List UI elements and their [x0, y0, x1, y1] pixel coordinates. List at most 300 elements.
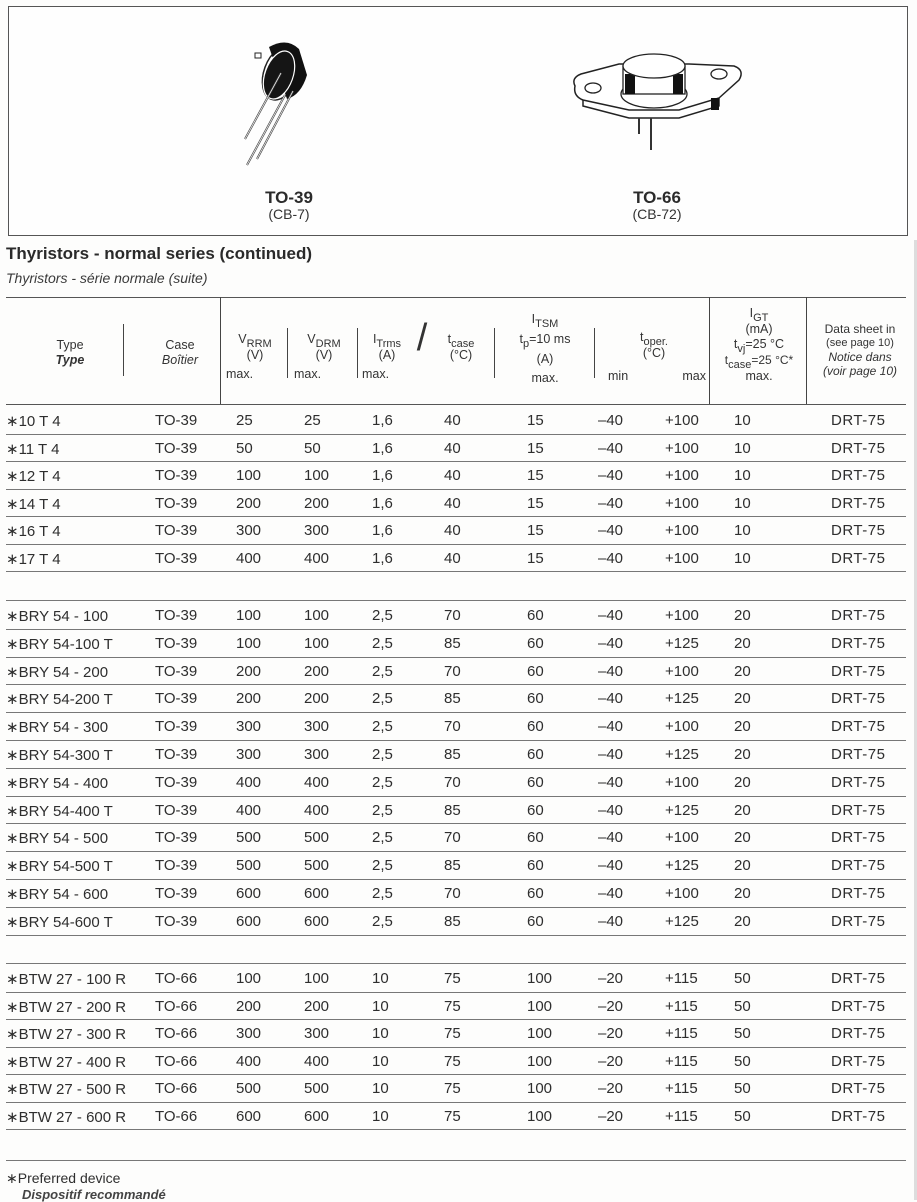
cell-case: TO-39 — [155, 690, 198, 708]
table-row — [0, 517, 917, 544]
cell-tmin: –40 — [598, 494, 624, 512]
cell-datasheet: DRT-75 — [831, 857, 886, 875]
cell-itrms: 1,6 — [372, 494, 393, 512]
cell-itrms: 2,5 — [372, 690, 393, 708]
cell-vrrm: 600 — [236, 1107, 262, 1125]
cell-tmax: +125 — [665, 801, 699, 819]
cell-vrrm: 300 — [236, 718, 262, 736]
cell-tmin: –40 — [598, 746, 624, 763]
cell-itsm: 60 — [527, 912, 544, 930]
unit: (A) — [536, 352, 554, 366]
cell-itsm: 15 — [527, 467, 544, 484]
header-tcase — [436, 332, 486, 363]
cell-case: TO-39 — [155, 522, 198, 539]
cell-tmin: –40 — [598, 439, 624, 457]
cell-vrrm: 100 — [236, 634, 262, 652]
cell-vdrm: 600 — [304, 912, 330, 930]
cell-type: ∗BRY 54 - 600 — [6, 886, 109, 903]
header-itsm — [500, 312, 590, 386]
cell-tmax: +125 — [665, 634, 699, 652]
cell-itrms: 2,5 — [372, 801, 393, 819]
cell-case: TO-39 — [155, 773, 198, 791]
cell-vrrm: 300 — [236, 746, 262, 763]
table-row — [0, 545, 917, 572]
cell-igt: 20 — [734, 746, 751, 763]
cell-vdrm: 300 — [304, 1025, 330, 1042]
datasheet-line: (see page 10) — [826, 337, 894, 349]
cell-tmin: –40 — [598, 412, 624, 429]
cell-vdrm: 50 — [304, 439, 321, 457]
group-top-rule — [6, 963, 906, 964]
header-case-fr: Boîtier — [161, 353, 199, 367]
subscript: Trms — [376, 338, 402, 350]
cell-igt: 10 — [734, 522, 751, 539]
cell-vdrm: 300 — [304, 746, 330, 763]
cell-tmax: +100 — [665, 439, 699, 457]
table-row — [0, 1048, 917, 1075]
cell-vrrm: 100 — [236, 607, 262, 624]
cond-subscript: vj — [737, 343, 746, 355]
cell-datasheet: DRT-75 — [831, 494, 886, 512]
cell-igt: 20 — [734, 801, 751, 819]
cell-type: ∗BRY 54-600 T — [6, 913, 113, 931]
footnote-en: ∗Preferred device — [6, 1170, 121, 1186]
cell-tmax: +100 — [665, 494, 699, 512]
cond-subscript: p — [523, 338, 530, 350]
cell-tmin: –20 — [598, 1052, 624, 1070]
cell-case: TO-66 — [155, 1107, 198, 1125]
cell-igt: 10 — [734, 412, 751, 429]
section-title: Thyristors - normal series (continued) — [6, 244, 313, 263]
cell-tcase: 85 — [444, 801, 461, 819]
cell-vrrm: 200 — [236, 662, 262, 680]
cell-igt: 20 — [734, 773, 751, 791]
cell-vrrm: 400 — [236, 549, 262, 567]
cell-vrrm: 25 — [236, 412, 253, 429]
cell-vdrm: 400 — [304, 549, 330, 567]
cell-vdrm: 100 — [304, 970, 330, 987]
cell-itrms: 2,5 — [372, 634, 393, 652]
table-row — [0, 435, 917, 462]
cell-vdrm: 100 — [304, 607, 330, 624]
cell-itsm: 15 — [527, 412, 544, 429]
cell-tcase: 70 — [444, 773, 461, 791]
cell-itsm: 60 — [527, 690, 544, 708]
cell-vdrm: 300 — [304, 522, 330, 539]
cell-datasheet: DRT-75 — [831, 997, 886, 1015]
cell-igt: 20 — [734, 912, 751, 930]
unit: (°C) — [642, 346, 666, 360]
cell-itsm: 60 — [527, 607, 544, 624]
cell-tmax: +100 — [665, 773, 699, 791]
max-label: max — [682, 369, 706, 383]
cell-tmax: +115 — [665, 997, 698, 1015]
cell-igt: 20 — [734, 634, 751, 652]
cell-vdrm: 400 — [304, 1052, 330, 1070]
cell-igt: 10 — [734, 549, 751, 567]
cell-tmax: +125 — [665, 690, 699, 708]
cell-tmin: –40 — [598, 690, 624, 708]
cell-itsm: 60 — [527, 857, 544, 875]
cell-tmax: +115 — [665, 1107, 698, 1125]
table-row — [0, 602, 917, 629]
row-rule — [6, 935, 906, 936]
subscript: oper. — [643, 336, 668, 348]
cell-tcase: 40 — [444, 467, 461, 484]
cell-tmin: –20 — [598, 1107, 624, 1125]
symbol: t — [640, 330, 644, 344]
cell-vrrm: 200 — [236, 997, 262, 1015]
cell-tcase: 70 — [444, 662, 461, 680]
cell-tcase: 40 — [444, 522, 461, 539]
cell-vrrm: 600 — [236, 912, 262, 930]
cell-itrms: 10 — [372, 1107, 389, 1125]
cell-case: TO-39 — [155, 634, 198, 652]
cell-tcase: 40 — [444, 549, 461, 567]
table-row — [0, 1103, 917, 1130]
to66-package-drawing — [569, 52, 744, 152]
header-case — [145, 338, 215, 368]
cell-vdrm: 200 — [304, 690, 330, 708]
cell-tmax: +115 — [665, 1025, 698, 1042]
cell-type: ∗16 T 4 — [6, 523, 61, 540]
cell-case: TO-39 — [155, 412, 198, 429]
cell-tmin: –20 — [598, 970, 624, 987]
cell-tcase: 75 — [444, 970, 461, 987]
cell-igt: 10 — [734, 494, 751, 512]
cell-type: ∗14 T 4 — [6, 495, 61, 513]
subscript: DRM — [315, 338, 341, 350]
cell-datasheet: DRT-75 — [831, 829, 886, 847]
cell-type: ∗BTW 27 - 500 R — [6, 1081, 127, 1098]
cell-itrms: 1,6 — [372, 522, 393, 539]
cell-itsm: 100 — [527, 970, 553, 987]
cell-vdrm: 500 — [304, 857, 330, 875]
cell-igt: 20 — [734, 662, 751, 680]
header-divider — [123, 324, 124, 376]
cell-igt: 50 — [734, 997, 751, 1015]
cell-itsm: 15 — [527, 549, 544, 567]
cell-tcase: 40 — [444, 412, 461, 429]
footnote-fr: Dispositif recommandé — [22, 1187, 166, 1202]
cell-datasheet: DRT-75 — [831, 801, 886, 819]
table-row — [0, 713, 917, 740]
cell-datasheet: DRT-75 — [831, 412, 886, 429]
cell-tcase: 75 — [444, 1052, 461, 1070]
header-toper — [604, 330, 704, 385]
cell-itrms: 2,5 — [372, 607, 393, 624]
unit: (A) — [378, 348, 396, 362]
header-slash: / — [416, 317, 428, 359]
cell-tmax: +125 — [665, 746, 699, 763]
cell-tmin: –40 — [598, 607, 624, 624]
symbol: I — [531, 312, 536, 326]
cell-type: ∗12 T 4 — [6, 468, 61, 485]
cell-itrms: 2,5 — [372, 912, 393, 930]
note: max. — [294, 367, 322, 381]
cell-tmax: +125 — [665, 912, 699, 930]
cell-tcase: 40 — [444, 439, 461, 457]
cell-vdrm: 200 — [304, 997, 330, 1015]
package-name: TO-39 — [265, 188, 313, 207]
header-divider — [709, 297, 710, 404]
cell-tcase: 75 — [444, 1107, 461, 1125]
cell-type: ∗BRY 54 - 400 — [6, 774, 109, 792]
cell-vrrm: 300 — [236, 522, 262, 539]
cell-vrrm: 600 — [236, 885, 262, 902]
cell-datasheet: DRT-75 — [831, 607, 886, 624]
cell-tmin: –40 — [598, 634, 624, 652]
header-type — [40, 338, 100, 368]
cell-igt: 50 — [734, 1080, 751, 1097]
table-row — [0, 658, 917, 685]
cell-type: ∗BRY 54-500 T — [6, 858, 113, 876]
cell-tmin: –40 — [598, 467, 624, 484]
table-row — [0, 1020, 917, 1047]
unit: (V) — [246, 348, 264, 362]
cell-datasheet: DRT-75 — [831, 1080, 886, 1097]
symbol: t — [447, 332, 452, 346]
cell-tcase: 70 — [444, 885, 461, 902]
cell-case: TO-66 — [155, 997, 198, 1015]
cell-tmax: +100 — [665, 607, 699, 624]
row-rule — [6, 571, 906, 572]
cell-itsm: 60 — [527, 746, 544, 763]
cell-itsm: 100 — [527, 1025, 553, 1042]
cell-case: TO-39 — [155, 857, 198, 875]
table-row — [0, 824, 917, 851]
header-itrms — [362, 332, 412, 382]
cell-itrms: 2,5 — [372, 662, 393, 680]
cell-tmin: –40 — [598, 912, 624, 930]
header-divider — [594, 328, 595, 378]
cell-itsm: 60 — [527, 718, 544, 736]
cell-igt: 50 — [734, 1025, 751, 1042]
cell-itrms: 1,6 — [372, 439, 393, 457]
cell-datasheet: DRT-75 — [831, 970, 886, 987]
cell-tmin: –40 — [598, 549, 624, 567]
cell-itsm: 60 — [527, 885, 544, 902]
cell-tcase: 70 — [444, 829, 461, 847]
footnote-rule — [6, 1160, 906, 1161]
cell-case: TO-39 — [155, 662, 198, 680]
cell-itsm: 100 — [527, 1107, 553, 1125]
cond-value: =25 °C* — [751, 353, 794, 367]
cell-case: TO-39 — [155, 746, 198, 763]
cell-tcase: 70 — [444, 718, 461, 736]
cell-type: ∗10 T 4 — [6, 413, 61, 430]
cell-tcase: 85 — [444, 634, 461, 652]
cell-type: ∗BTW 27 - 600 R — [6, 1108, 127, 1126]
cell-vdrm: 300 — [304, 718, 330, 736]
cell-tmin: –40 — [598, 773, 624, 791]
cell-datasheet: DRT-75 — [831, 549, 886, 567]
cell-case: TO-66 — [155, 1080, 198, 1097]
cell-type: ∗BRY 54-300 T — [6, 747, 113, 764]
note: max. — [531, 371, 559, 385]
cell-igt: 20 — [734, 690, 751, 708]
cell-igt: 50 — [734, 970, 751, 987]
subscript: GT — [753, 312, 769, 324]
cell-vdrm: 400 — [304, 773, 330, 791]
unit: (V) — [315, 348, 333, 362]
cell-tcase: 85 — [444, 690, 461, 708]
cell-datasheet: DRT-75 — [831, 718, 886, 736]
note: max. — [745, 369, 773, 383]
cell-igt: 20 — [734, 857, 751, 875]
cell-tmax: +100 — [665, 662, 699, 680]
cell-igt: 10 — [734, 467, 751, 484]
table-row — [0, 880, 917, 907]
table-row — [0, 462, 917, 489]
cell-datasheet: DRT-75 — [831, 439, 886, 457]
cell-vrrm: 500 — [236, 829, 262, 847]
datasheet-line: Data sheet in — [824, 322, 896, 336]
cell-itrms: 1,6 — [372, 467, 393, 484]
cell-case: TO-39 — [155, 467, 198, 484]
cell-itsm: 100 — [527, 997, 553, 1015]
cell-itrms: 10 — [372, 997, 389, 1015]
datasheet-line: Notice dans — [828, 350, 892, 364]
header-divider — [357, 328, 358, 378]
package-label-to39 — [239, 189, 339, 222]
cell-tmax: +100 — [665, 467, 699, 484]
cell-datasheet: DRT-75 — [831, 1052, 886, 1070]
cell-tcase: 75 — [444, 1080, 461, 1097]
cell-type: ∗17 T 4 — [6, 550, 61, 568]
cell-tmax: +125 — [665, 857, 699, 875]
cell-tmax: +115 — [665, 1052, 698, 1070]
cell-tmin: –40 — [598, 829, 624, 847]
table-row — [0, 993, 917, 1020]
cell-datasheet: DRT-75 — [831, 467, 886, 484]
header-divider — [287, 328, 288, 378]
subscript: case — [451, 338, 475, 350]
cell-type: ∗BRY 54-100 T — [6, 635, 113, 653]
note: max. — [226, 367, 254, 381]
cell-case: TO-39 — [155, 494, 198, 512]
cell-itsm: 15 — [527, 494, 544, 512]
cell-vdrm: 500 — [304, 1080, 330, 1097]
cell-vdrm: 200 — [304, 494, 330, 512]
cell-itrms: 2,5 — [372, 885, 393, 902]
cell-tmax: +100 — [665, 522, 699, 539]
header-divider — [220, 297, 221, 404]
header-vrrm — [226, 332, 284, 382]
cell-tcase: 40 — [444, 494, 461, 512]
subscript: TSM — [535, 318, 559, 330]
cond-symbol: t — [519, 332, 523, 346]
cell-type: ∗BRY 54-200 T — [6, 691, 113, 709]
cell-igt: 10 — [734, 439, 751, 457]
cond-subscript: case — [728, 359, 752, 371]
min-label: min — [608, 369, 629, 383]
cell-igt: 20 — [734, 607, 751, 624]
cell-igt: 20 — [734, 885, 751, 902]
table-header-bottom-rule — [6, 404, 906, 405]
unit: (mA) — [745, 322, 773, 336]
cell-tmax: +100 — [665, 885, 699, 902]
header-divider — [494, 328, 495, 378]
cell-case: TO-66 — [155, 1025, 198, 1042]
cell-case: TO-39 — [155, 549, 198, 567]
table-row — [0, 407, 917, 434]
cell-itsm: 100 — [527, 1080, 553, 1097]
symbol: V — [238, 332, 247, 346]
table-row — [0, 490, 917, 517]
cell-vrrm: 50 — [236, 439, 253, 457]
cell-datasheet: DRT-75 — [831, 912, 886, 930]
cell-case: TO-39 — [155, 801, 198, 819]
cell-itsm: 100 — [527, 1052, 553, 1070]
cell-itsm: 60 — [527, 801, 544, 819]
cell-datasheet: DRT-75 — [831, 885, 886, 902]
header-vdrm — [294, 332, 354, 382]
cell-tmax: +100 — [665, 549, 699, 567]
row-rule — [6, 1129, 906, 1130]
subscript: RRM — [246, 338, 272, 350]
cell-type: ∗BTW 27 - 300 R — [6, 1026, 127, 1043]
cell-igt: 50 — [734, 1052, 751, 1070]
cell-vdrm: 200 — [304, 662, 330, 680]
table-top-rule — [6, 297, 906, 298]
table-row — [0, 630, 917, 657]
to39-package-drawing — [229, 35, 319, 175]
cell-tmax: +115 — [665, 1080, 698, 1097]
group-top-rule — [6, 600, 906, 601]
cell-vrrm: 500 — [236, 1080, 262, 1097]
cell-vdrm: 600 — [304, 1107, 330, 1125]
table-row — [0, 797, 917, 824]
section-subtitle: Thyristors - série normale (suite) — [6, 270, 208, 286]
cell-vdrm: 400 — [304, 801, 330, 819]
cell-itrms: 10 — [372, 1080, 389, 1097]
cell-vrrm: 300 — [236, 1025, 262, 1042]
header-case-en: Case — [165, 338, 195, 352]
header-type-en: Type — [56, 338, 84, 352]
header-igt — [711, 306, 807, 384]
cell-tcase: 75 — [444, 997, 461, 1015]
cell-type: ∗BTW 27 - 400 R — [6, 1053, 127, 1071]
cell-case: TO-39 — [155, 885, 198, 902]
cell-itsm: 15 — [527, 439, 544, 457]
cell-datasheet: DRT-75 — [831, 1025, 886, 1042]
cell-vrrm: 400 — [236, 773, 262, 791]
cell-itrms: 10 — [372, 1052, 389, 1070]
cell-case: TO-39 — [155, 607, 198, 624]
table-row — [0, 852, 917, 879]
cond-symbol: t — [733, 337, 738, 351]
table-row — [0, 685, 917, 712]
cell-igt: 20 — [734, 718, 751, 736]
symbol: V — [307, 332, 316, 346]
cell-tmax: +100 — [665, 412, 699, 429]
cell-itrms: 2,5 — [372, 773, 393, 791]
cell-datasheet: DRT-75 — [831, 1107, 886, 1125]
cell-type: ∗BRY 54 - 200 — [6, 663, 109, 681]
table-row — [0, 908, 917, 935]
cell-vdrm: 100 — [304, 467, 330, 484]
cell-datasheet: DRT-75 — [831, 690, 886, 708]
cond-value: =10 ms — [529, 332, 571, 346]
cell-tcase: 75 — [444, 1025, 461, 1042]
cell-case: TO-66 — [155, 1052, 198, 1070]
cell-datasheet: DRT-75 — [831, 634, 886, 652]
cell-itsm: 60 — [527, 829, 544, 847]
cell-itsm: 15 — [527, 522, 544, 539]
cell-tmax: +115 — [665, 970, 698, 987]
cell-tmax: +100 — [665, 829, 699, 847]
